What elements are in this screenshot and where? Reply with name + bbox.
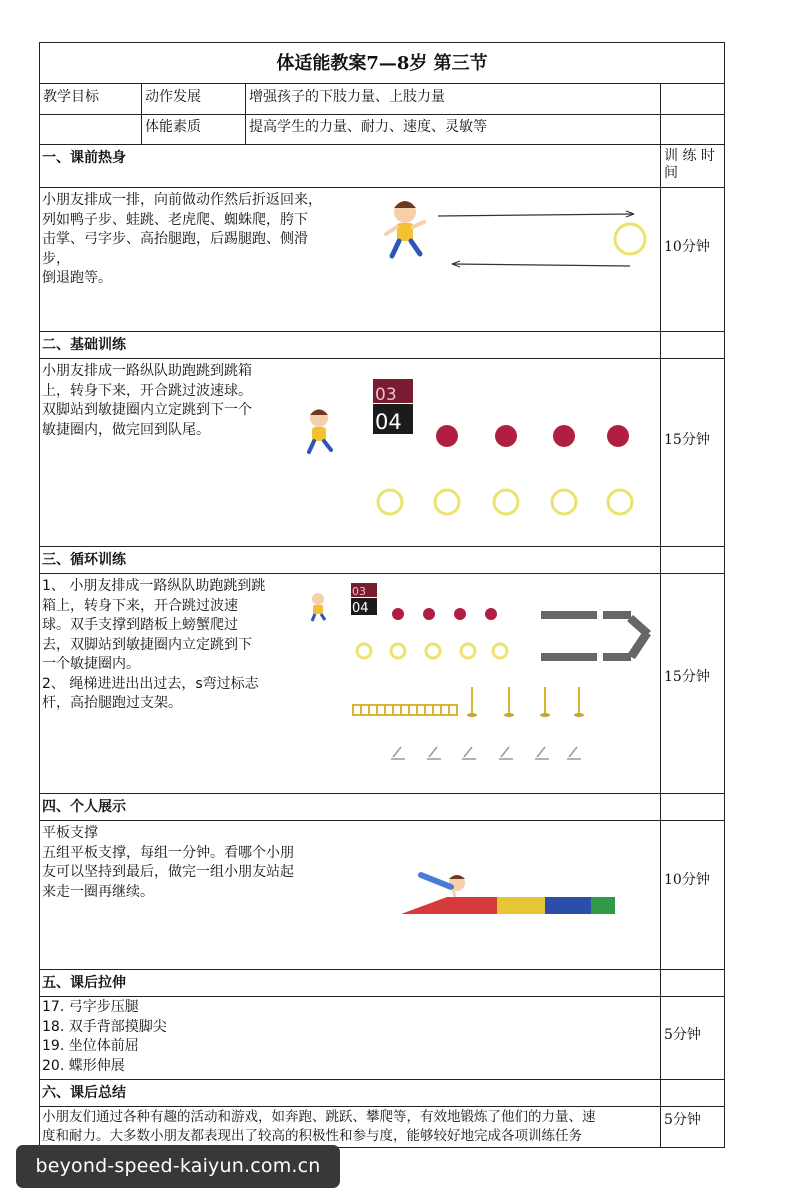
section-2-body-row [40,359,724,547]
box-label: 03 [352,585,366,598]
watermark-banner: beyond-speed-kaiyun.com.cn [16,1145,340,1188]
box-label: 03 [375,385,397,405]
section-time: 15分钟 [660,359,724,546]
goals-category: 动作发展 [141,84,245,114]
hurdle-stand-icons [391,747,581,759]
goals-label: 教学目标 [43,89,99,105]
section-6-body-row [40,1107,724,1147]
basic-training-illustration [295,374,635,519]
jump-box-icon [351,583,377,616]
section-time: 5分钟 [660,997,724,1079]
section-time: 10分钟 [660,188,724,331]
section-header: 五、课后拉伸 [42,975,126,991]
section-2-header-row [40,332,724,359]
section-header: 一、课前热身 [42,150,126,166]
warmup-run-illustration [380,194,650,274]
section-6-header-row [40,1080,724,1107]
section-header: 二、基础训练 [42,337,126,353]
box-label: 04 [352,601,369,616]
marker-pole-icons [467,687,584,717]
lesson-plan-table [39,42,725,1148]
target-ring-icon [615,224,645,254]
section-time: 5分钟 [660,1107,724,1147]
goals-text: 增强孩子的下肢力量、上肢力量 [245,84,660,114]
goals-row-1 [40,84,724,115]
section-1-header-row [40,145,724,188]
kid-icon [312,593,325,621]
jump-box-icon [373,379,413,434]
running-kid-icon [386,201,424,256]
plank-mat-illustration [385,861,615,921]
section-header: 六、课后总结 [42,1085,126,1101]
section-3-body-row [40,574,724,794]
direction-arrows-icon [438,211,634,267]
section-body: 1、 小朋友排成一路纵队助跑跳到跳 箱上，转身下来，开合跳过波速 球。双手支撑到踏板上螃蟹爬过 去，双脚站到敏捷圈内立定跳到下 一个敏捷圈内。 2、 绳梯进进出出过去，s弯过标志 杆，高抬腿跑过支架。 [42,578,266,711]
circuit-training-illustration [305,579,655,784]
running-kid-icon [309,409,331,452]
section-body: 小朋友们通过各种有趣的活动和游戏，如奔跑、跳跃、攀爬等，有效地锻炼了他们的力量、速 度和耐力。大多数小朋友都表现出了较高的积极性和参与度，能够较好地完成各项训练任务 [42,1109,596,1144]
goals-text: 提高学生的力量、耐力、速度、灵敏等 [245,115,660,144]
section-5-header-row [40,970,724,997]
section-header: 四、个人展示 [42,799,126,815]
goals-row-2 [40,115,724,145]
plank-kid-icon [421,875,465,897]
section-header: 三、循环训练 [42,552,126,568]
section-4-body-row [40,821,724,970]
section-body: 17. 弓字步压腿 18. 双手背部摸脚尖 19. 坐位体前屈 20. 蝶形伸展 [42,999,167,1074]
section-1-body-row [40,188,724,332]
agility-ring-icons [378,490,632,514]
rope-ladder-icon [353,705,457,715]
section-body: 小朋友排成一路纵队助跑跳到跳箱 上，转身下来，开合跳过波速球。 双脚站到敏捷圈内立定跳到下一个 敏捷圈内，做完回到队尾。 [42,363,252,438]
bosu-ball-icons [436,425,629,447]
agility-ring-icons [357,644,507,658]
time-column-header: 训 练 时 间 [660,145,724,187]
step-board-icons [541,611,651,661]
section-3-header-row [40,547,724,574]
page-title: 体适能教案7—8岁 第三节 [40,43,724,84]
section-5-body-row [40,997,724,1080]
box-label: 04 [375,410,402,434]
section-body: 小朋友排成一排，向前做动作然后折返回来， 列如鸭子步、蛙跳、老虎爬、蜘蛛爬，胯下 击掌、弓字步、高抬腿跑，后踢腿跑、侧滑 步， 倒退跑等。 [42,192,322,286]
section-time: 15分钟 [660,574,724,793]
section-time: 10分钟 [660,821,724,969]
section-body: 平板支撑 五组平板支撑，每组一分钟。看哪个小朋 友可以坚持到最后，做完一组小朋友站起 来走一圈再继续。 [42,825,294,900]
bosu-ball-icons [392,608,497,620]
goals-category: 体能素质 [141,115,245,144]
section-4-header-row [40,794,724,821]
